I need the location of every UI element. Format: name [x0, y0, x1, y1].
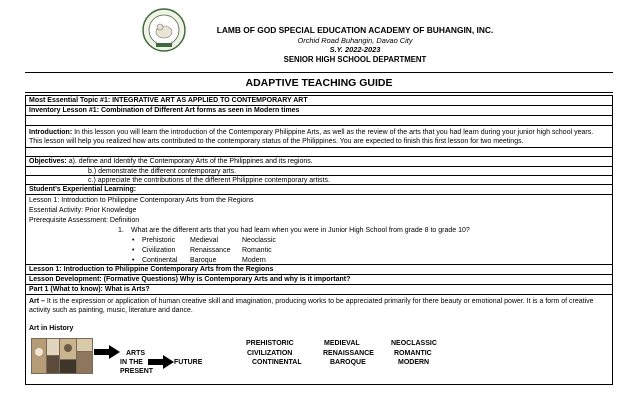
- period-label: RENAISSANCE: [323, 350, 374, 357]
- period-label: NEOCLASSIC: [391, 340, 437, 347]
- arrow-right-icon: [94, 345, 120, 359]
- school-name: LAMB OF GOD SPECIAL EDUCATION ACADEMY OF BUHANGIN, INC.: [216, 25, 494, 35]
- school-header: [190, 26, 520, 64]
- period-label: BAROQUE: [330, 359, 366, 366]
- lesson-one-heading-row: Lesson 1: Introduction to Philippine Contemporary Arts from the Regions: [26, 265, 612, 275]
- arts-label: ARTS: [126, 350, 146, 357]
- art-in-history-label: Art in History: [29, 325, 74, 332]
- period-label: PREHISTORIC: [246, 340, 294, 347]
- future-label: FUTURE: [174, 359, 203, 366]
- experiential-row: Student’s Experiential Learning:: [26, 185, 612, 195]
- objective-c-row: c.) appreciate the contributions of the different Philippine contemporary artists.: [26, 176, 612, 185]
- lesson-one-text: Lesson 1: Introduction to Philippine Contemporary Arts from the Regions: [29, 197, 254, 204]
- period-label: CIVILIZATION: [247, 350, 293, 357]
- bullet-icon: •: [132, 257, 135, 264]
- essential-activity: Essential Activity: Prior Knowledge: [29, 207, 137, 214]
- document-title: ADAPTIVE TEACHING GUIDE: [245, 77, 393, 89]
- school-year: S.Y. 2022-2023: [329, 45, 381, 54]
- period-label: MODERN: [398, 359, 430, 366]
- header-divider: [25, 72, 613, 73]
- lesson-development-row: Lesson Development: (Formative Questions) Why is Contemporary Arts and why is it important?: [26, 275, 612, 285]
- period-label: ROMANTIC: [394, 350, 432, 357]
- teaching-guide-table: [25, 95, 613, 385]
- bullet-icon: •: [132, 237, 135, 244]
- department: SENIOR HIGH SCHOOL DEPARTMENT: [283, 54, 427, 64]
- objective-b-row: b.) demonstrate the different contemporary arts.: [26, 167, 612, 176]
- art-history-collage-image: [31, 338, 93, 374]
- question-text: What are the different arts that you had learn when you were in Junior High School from grade 8 to grade 10?: [131, 227, 470, 234]
- art-definition: Art – It is the expression or application of human creative skill and imagination, producing works to be appreciated primarily for there beauty or emotional power. It is a form of creative activity such as painting, music, literature and dance.: [29, 298, 594, 314]
- prior-knowledge-row: Lesson 1: Introduction to Philippine Contemporary Arts from the Regions Essential Activity: Prior Knowledge Prerequisite Assessment: Definition 1. What are the different arts that you had learn when you were in Junior High School from grade 8 to grade 10? • Prehistoric Medieval Neoclassic • Civilization Renaissance Romantic • Continental Baroque Modern: [26, 195, 612, 265]
- school-seal-logo: [142, 8, 186, 52]
- period-label: CONTINENTAL: [252, 359, 302, 366]
- introduction-row: Introduction: In this lesson you will learn the introduction of the Contemporary Philippine Arts, as well as the review of the arts that you had learn during your junior high school years. This lesson will help you realized how arts contributed to the contemporary status of the Philippines. You are expected to finish this first lesson for two meetings.: [26, 126, 612, 148]
- lesson-row: Inventory Lesson #1: Combination of Different Art forms as seen in Modern times: [26, 106, 612, 116]
- topic-row: Most Essential Topic #1: INTEGRATIVE ART AS APPLIED TO CONTEMPORARY ART: [26, 96, 612, 106]
- question-number: 1.: [118, 227, 124, 234]
- present-label: PRESENT: [120, 368, 154, 375]
- art-definition-row: [26, 295, 612, 384]
- blank-row-2: [26, 148, 612, 157]
- in-the-label: IN THE: [120, 359, 143, 366]
- period-label: MEDIEVAL: [324, 340, 360, 347]
- school-address: Orchid Road Buhangin, Davao City: [297, 35, 413, 45]
- objective-a-row: Objectives: a). define and Identify the Contemporary Arts of the Philippines and its regions.: [26, 157, 612, 167]
- prerequisite-assessment: Prerequisite Assessment: Definition: [29, 217, 140, 224]
- title-divider: [25, 92, 613, 93]
- part-one-row: Part 1 (What to know): What is Arts?: [26, 285, 612, 295]
- bullet-icon: •: [132, 247, 135, 254]
- blank-row: [26, 116, 612, 126]
